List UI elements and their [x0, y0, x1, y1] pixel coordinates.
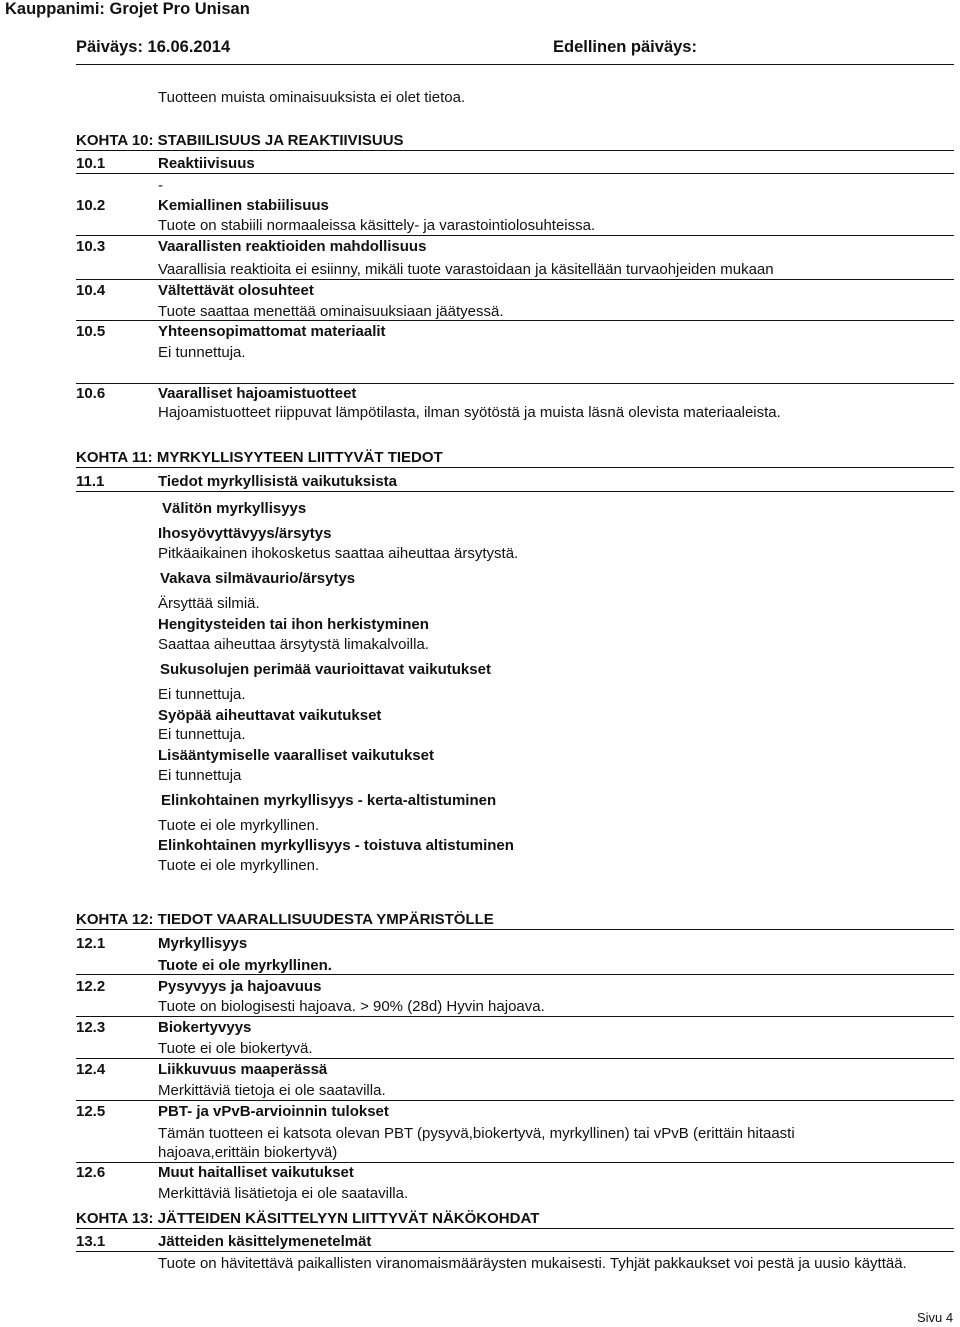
section-11-title: KOHTA 11: MYRKYLLISYYTEEN LIITTYVÄT TIEDOT — [76, 449, 443, 466]
s12-3-number: 12.3 — [76, 1019, 106, 1036]
header-divider — [76, 64, 954, 65]
carcinogenicity-text: Ei tunnettuja. — [158, 726, 246, 743]
s10-4-title: Vältettävät olosuhteet — [158, 282, 314, 299]
row-rule — [76, 173, 954, 174]
s10-3-title: Vaarallisten reaktioiden mahdollisuus — [158, 238, 427, 255]
row-rule — [76, 974, 954, 975]
s12-6-title: Muut haitalliset vaikutukset — [158, 1164, 354, 1181]
s12-4-title: Liikkuvuus maaperässä — [158, 1061, 328, 1078]
trade-name: Kauppanimi: Grojet Pro Unisan — [5, 0, 250, 18]
row-rule — [76, 1058, 954, 1059]
s12-1-title: Myrkyllisyys — [158, 935, 248, 952]
row-rule — [76, 1100, 954, 1101]
s12-1-number: 12.1 — [76, 935, 106, 952]
s11-1-title: Tiedot myrkyllisistä vaikutuksista — [158, 473, 397, 490]
sensitisation-text: Saattaa aiheuttaa ärsytystä limakalvoilla. — [158, 636, 429, 653]
s12-4-text: Merkittäviä tietoja ei ole saatavilla. — [158, 1082, 386, 1099]
s12-3-title: Biokertyvyys — [158, 1019, 252, 1036]
sensitisation-heading: Hengitysteiden tai ihon herkistyminen — [158, 616, 429, 633]
row-rule — [76, 1162, 954, 1163]
mutagenicity-text: Ei tunnettuja. — [158, 686, 246, 703]
section-12-rule — [76, 929, 954, 930]
s12-5-number: 12.5 — [76, 1103, 106, 1120]
skin-irritation-heading: Ihosyövyttävyys/ärsytys — [158, 525, 332, 542]
s10-2-text: Tuote on stabiili normaaleissa käsittely- ja varastointiolosuhteissa. — [158, 217, 596, 234]
s10-2-number: 10.2 — [76, 197, 106, 214]
stot-se-heading: Elinkohtainen myrkyllisyys - kerta-altistuminen — [161, 792, 497, 809]
s12-6-text: Merkittäviä lisätietoja ei ole saatavilla. — [158, 1185, 409, 1202]
s10-5-text: Ei tunnettuja. — [158, 344, 246, 361]
s10-6-text: Hajoamistuotteet riippuvat lämpötilasta, ilman syötöstä ja muista läsnä olevista materiaaleista. — [158, 404, 781, 421]
s10-4-number: 10.4 — [76, 282, 106, 299]
s12-5-text: Tämän tuotteen ei katsota olevan PBT (pysyvä,biokertyvä, myrkyllinen) tai vPvB (erittäin hitaasti hajoava,erittäin biokertyvä) — [158, 1125, 795, 1161]
s12-1-text: Tuote ei ole myrkyllinen. — [158, 957, 332, 974]
s12-5-title: PBT- ja vPvB-arvioinnin tulokset — [158, 1103, 389, 1120]
row-rule — [76, 279, 954, 280]
s12-4-number: 12.4 — [76, 1061, 106, 1078]
row-rule — [76, 1251, 954, 1252]
stot-re-text: Tuote ei ole myrkyllinen. — [158, 857, 320, 874]
section-10-rule — [76, 150, 954, 151]
stot-se-text: Tuote ei ole myrkyllinen. — [158, 817, 320, 834]
row-rule — [76, 383, 954, 384]
eye-damage-heading: Vakava silmävaurio/ärsytys — [160, 570, 356, 587]
reproductive-heading: Lisääntymiselle vaaralliset vaikutukset — [158, 747, 434, 764]
s12-3-text: Tuote ei ole biokertyvä. — [158, 1040, 313, 1057]
eye-damage-text: Ärsyttää silmiä. — [158, 595, 260, 612]
row-rule — [76, 491, 954, 492]
section-11-rule — [76, 467, 954, 468]
s10-5-title: Yhteensopimattomat materiaalit — [158, 323, 386, 340]
s11-1-number: 11.1 — [76, 473, 105, 490]
carcinogenicity-heading: Syöpää aiheuttavat vaikutukset — [158, 707, 382, 724]
row-rule — [76, 1016, 954, 1017]
intro-text: Tuotteen muista ominaisuuksista ei olet tietoa. — [158, 89, 466, 106]
s13-1-number: 13.1 — [76, 1233, 106, 1250]
s10-4-text: Tuote saattaa menettää ominaisuuksiaan jäätyessä. — [158, 303, 504, 320]
s10-1-text: - — [158, 177, 163, 194]
section-13-title: KOHTA 13: JÄTTEIDEN KÄSITTELYYN LIITTYVÄT NÄKÖKOHDAT — [76, 1210, 540, 1227]
stot-re-heading: Elinkohtainen myrkyllisyys - toistuva altistuminen — [158, 837, 514, 854]
row-rule — [76, 235, 954, 236]
s13-1-text: Tuote on hävitettävä paikallisten viranomaismääräysten mukaisesti. Tyhjät pakkaukset voi pestä ja uusio käyttää. — [158, 1255, 907, 1272]
s10-1-number: 10.1 — [76, 155, 106, 172]
s10-5-number: 10.5 — [76, 323, 106, 340]
skin-irritation-text: Pitkäaikainen ihokosketus saattaa aiheuttaa ärsytystä. — [158, 545, 519, 562]
date: Päiväys: 16.06.2014 — [76, 38, 231, 56]
page-number: Sivu 4 — [917, 1310, 954, 1325]
acute-toxicity-heading: Välitön myrkyllisyys — [162, 500, 307, 517]
reproductive-text: Ei tunnettuja — [158, 767, 242, 784]
s12-2-title: Pysyvyys ja hajoavuus — [158, 978, 322, 995]
section-13-rule — [76, 1228, 954, 1229]
s13-1-title: Jätteiden käsittelymenetelmät — [158, 1233, 372, 1250]
row-rule — [76, 320, 954, 321]
s10-6-number: 10.6 — [76, 385, 106, 402]
previous-date: Edellinen päiväys: — [553, 38, 697, 56]
s12-6-number: 12.6 — [76, 1164, 106, 1181]
s10-3-text: Vaarallisia reaktioita ei esiinny, mikäli tuote varastoidaan ja käsitellään turvaohjeiden mukaan — [158, 261, 774, 278]
s10-1-title: Reaktiivisuus — [158, 155, 255, 172]
mutagenicity-heading: Sukusolujen perimää vaurioittavat vaikutukset — [160, 661, 491, 678]
s10-3-number: 10.3 — [76, 238, 106, 255]
section-10-title: KOHTA 10: STABIILISUUS JA REAKTIIVISUUS — [76, 132, 404, 149]
s10-2-title: Kemiallinen stabiilisuus — [158, 197, 329, 214]
s12-2-number: 12.2 — [76, 978, 106, 995]
section-12-title: KOHTA 12: TIEDOT VAARALLISUUDESTA YMPÄRISTÖLLE — [76, 911, 494, 928]
s10-6-title: Vaaralliset hajoamistuotteet — [158, 385, 357, 402]
s12-2-text: Tuote on biologisesti hajoava. > 90% (28d) Hyvin hajoava. — [158, 998, 545, 1015]
